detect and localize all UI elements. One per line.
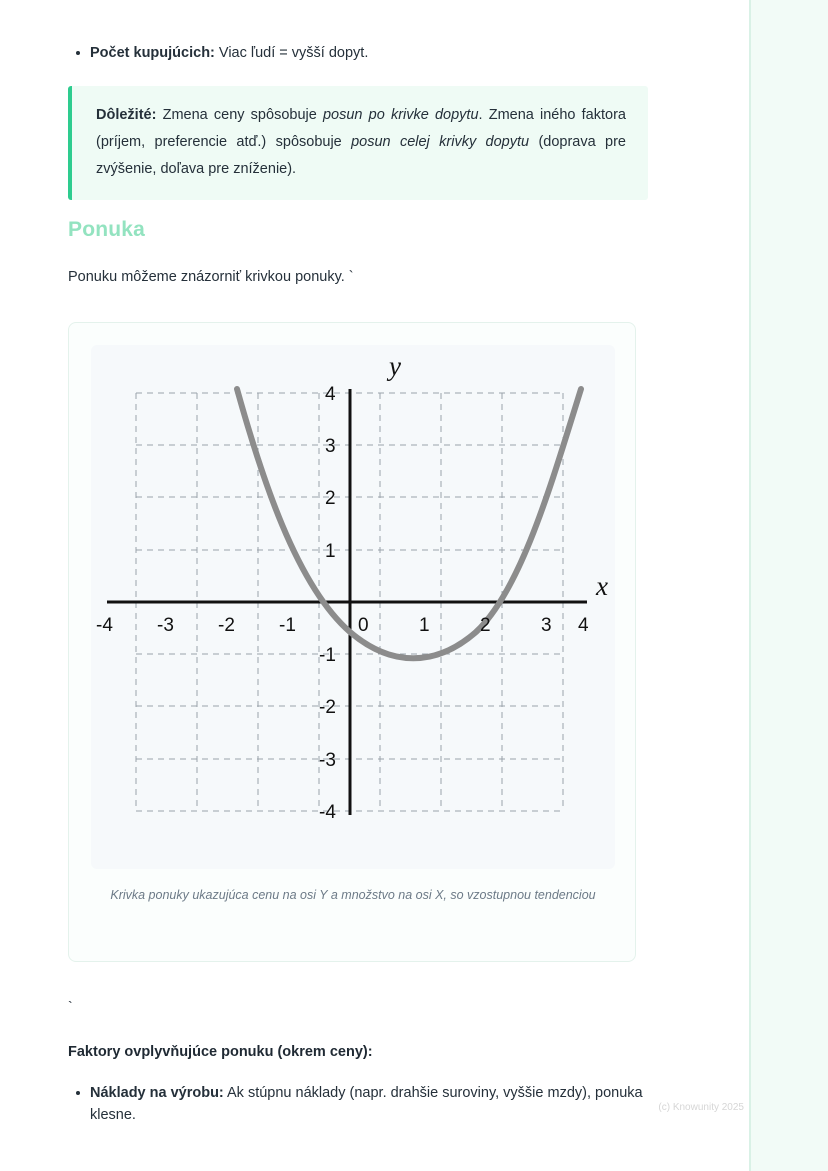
- callout-emphasis-2: posun celej krivky dopytu: [351, 133, 530, 150]
- list-item: [90, 1082, 670, 1127]
- x-tick-label: 0: [358, 615, 369, 636]
- subheading-supply-factors: Faktory ovplyvňujúce ponuku (okrem ceny):: [68, 1044, 373, 1060]
- right-margin-strip: [750, 0, 828, 1171]
- y-tick-label: 3: [325, 436, 336, 457]
- x-axis-label: x: [596, 571, 608, 601]
- x-tick-label: -2: [218, 615, 235, 636]
- section-heading-ponuka: Ponuka: [68, 218, 146, 241]
- bullet-text: Ak stúpnu náklady (napr. drahšie suroviny, vyššie mzdy), ponuka klesne.: [90, 1085, 643, 1124]
- list-item: [90, 42, 670, 64]
- bullet-label: Náklady na výrobu:: [90, 1085, 224, 1101]
- callout-label: Dôležité:: [96, 107, 157, 123]
- bullet-list-demand-factors: [68, 42, 670, 70]
- callout-text-2: . Zmena iného faktora (príjem, preferencie atď.) spôsobuje: [96, 107, 626, 150]
- callout-text-1: Zmena ceny spôsobuje: [156, 107, 323, 123]
- callout-text: [96, 102, 626, 182]
- x-tick-label: -3: [157, 615, 174, 636]
- y-tick-label: 2: [325, 488, 336, 509]
- y-tick-label: 1: [325, 541, 336, 562]
- figure-caption: Krivka ponuky ukazujúca cenu na osi Y a množstvo na osi X, so vzostupnou tendenciou: [110, 888, 596, 902]
- bullet-label: Počet kupujúcich:: [90, 45, 215, 61]
- bullet-text: Viac ľudí = vyšší dopyt.: [214, 45, 369, 61]
- callout-text-3: (doprava pre zvýšenie, doľava pre zníženie).: [96, 133, 626, 177]
- intro-paragraph: Ponuku môžeme znázorniť krivkou ponuky. `: [68, 269, 354, 285]
- figure-card-supply-curve: [68, 322, 636, 962]
- important-callout: [68, 86, 648, 200]
- figure-plot-area: [91, 345, 615, 869]
- y-tick-label: -4: [319, 802, 336, 823]
- y-tick-label: -3: [319, 750, 336, 771]
- x-tick-label: 3: [541, 615, 552, 636]
- x-tick-label: 2: [480, 615, 491, 636]
- y-tick-label: 4: [325, 384, 336, 405]
- supply-curve-chart: [91, 345, 615, 869]
- x-tick-label: -4: [96, 615, 113, 636]
- y-tick-label: -2: [319, 697, 336, 718]
- bullet-list-supply-factors: [68, 1082, 670, 1133]
- callout-emphasis-1: posun po krivke dopytu: [322, 107, 479, 123]
- stray-backtick: `: [68, 998, 73, 1014]
- x-tick-label: 4: [578, 615, 589, 636]
- x-tick-label: 1: [419, 615, 430, 636]
- y-tick-label: -1: [319, 645, 336, 666]
- y-axis-label: y: [389, 351, 401, 381]
- right-margin-divider: [749, 0, 751, 1171]
- x-tick-label: -1: [279, 615, 296, 636]
- watermark: (c) Knowunity 2025: [658, 1102, 744, 1113]
